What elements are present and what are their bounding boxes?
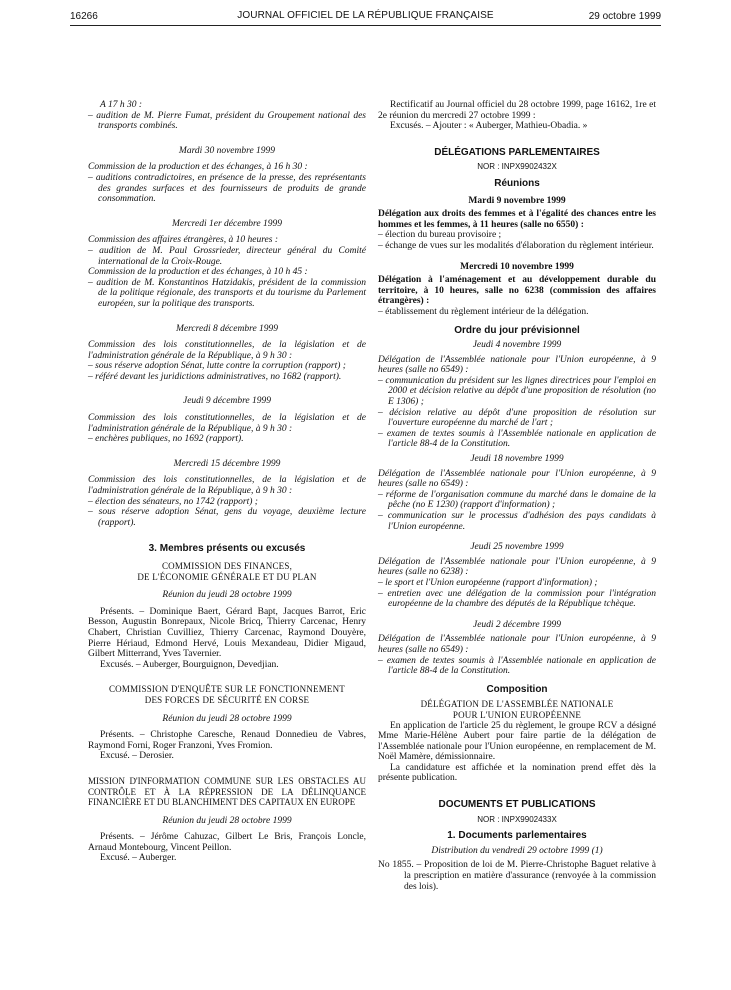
date-heading: Mercredi 1er décembre 1999 bbox=[171, 218, 282, 229]
commission-line: Commission des lois constitutionnelles, de la législation et de l'administration générale de la République, à 9 h 30 : bbox=[88, 340, 366, 361]
header-rule bbox=[70, 25, 661, 26]
date-heading: Mardi 30 novembre 1999 bbox=[178, 145, 276, 156]
date-heading: Jeudi 2 décembre 1999 bbox=[472, 619, 562, 630]
present-list: Présents. – Jérôme Cahuzac, Gilbert Le Bris, François Loncle, Arnaud Montebourg, Vincent Peillon. bbox=[88, 832, 366, 853]
date-heading: Jeudi 25 novembre 1999 bbox=[470, 542, 564, 553]
delegation-line: Délégation de l'Assemblée nationale pour l'Union européenne, à 9 heures (salle no 6549) : bbox=[378, 354, 656, 376]
agenda-item: – sous réserve adoption Sénat, lutte contre la corruption (rapport) ; bbox=[88, 361, 346, 372]
agenda-item: – établissement du règlement intérieur de la délégation. bbox=[378, 306, 589, 317]
agenda-item: – sous réserve adoption Sénat, gens du voyage, deuxième lecture (rapport). bbox=[88, 507, 366, 528]
commission-line: Commission des lois constitutionnelles, de la législation et de l'administration générale de la République, à 9 h 30 : bbox=[88, 413, 366, 434]
agenda-item: – élection des sénateurs, no 1742 (rapport) ; bbox=[88, 496, 258, 507]
agenda-item: – examen de textes soumis à l'Assemblée nationale en application de l'article 88-4 de la Constitution. bbox=[378, 655, 656, 677]
date-heading: Jeudi 18 novembre 1999 bbox=[470, 454, 564, 465]
section-title: DOCUMENTS ET PUBLICATIONS bbox=[438, 799, 596, 811]
agenda-item: – référé devant les juridictions administratives, no 1682 (rapport). bbox=[88, 371, 342, 382]
agenda-item: – communication du président sur les lignes directrices pour l'emploi en 2000 et décision relative au dépôt d'une proposition de résolution (no E 1306) ; bbox=[378, 375, 656, 408]
composition-paragraph: La candidature est affichée et la nomination prend effet dès la présente publication. bbox=[378, 762, 656, 784]
agenda-item: – enchères publiques, no 1692 (rapport). bbox=[88, 434, 244, 445]
right-column bbox=[378, 100, 656, 892]
delegation-line: Délégation de l'Assemblée nationale pour l'Union européenne, à 9 heures (salle no 6549) : bbox=[378, 468, 656, 490]
subsection-title: Ordre du jour prévisionnel bbox=[454, 324, 580, 336]
agenda-item: – examen de textes soumis à l'Assemblée nationale en application de l'article 88-4 de la Constitution. bbox=[378, 428, 656, 450]
agenda-item: – élection du bureau provisoire ; bbox=[378, 230, 502, 241]
present-list: Présents. – Dominique Baert, Gérard Bapt, Jacques Barrot, Eric Besson, Augustin Bonrepaux, Nicole Bricq, Thierry Carcenac, Henry Chabert, Christian Cuvilliez, Thierry Carcenac, Raymond Douyère, Pierre Hériaud, Edmond Hervé, Louis Mexandeau, Didier Migaud, Gilbert Mitterrand, Yves Tavernier. bbox=[88, 606, 366, 660]
agenda-item: – audition de M. Pierre Fumat, président du Groupement national des transports combinés. bbox=[88, 110, 366, 132]
commission-line: Commission de la production et des échanges, à 16 h 30 : bbox=[88, 162, 308, 173]
agenda-item: – auditions contradictoires, en présence de la presse, des représentants des grandes surfaces et des fournisseurs de produits de grande consommation. bbox=[88, 172, 366, 205]
journal-title: JOURNAL OFFICIEL DE LA RÉPUBLIQUE FRANÇAISE bbox=[237, 10, 494, 21]
page-number: 16266 bbox=[70, 11, 98, 22]
commission-line: Commission des lois constitutionnelles, de la législation et de l'administration générale de la République, à 9 h 30 : bbox=[88, 475, 366, 497]
commission-name: DES FORCES DE SÉCURITÉ EN CORSE bbox=[144, 694, 310, 705]
agenda-item: – réforme de l'organisation commune du marché dans le domaine de la pêche (no E 1230) (rapport d'information) ; bbox=[378, 489, 656, 511]
meeting-heading: Réunion du jeudi 28 octobre 1999 bbox=[162, 590, 292, 601]
excused-list: Excusés. – Auberger, Bourguignon, Devedjian. bbox=[100, 659, 279, 670]
page-header bbox=[0, 0, 731, 30]
date-heading: Jeudi 4 novembre 1999 bbox=[472, 340, 562, 351]
subsection-title: Composition bbox=[486, 683, 548, 695]
excused-list: Excusé. – Auberger. bbox=[100, 853, 177, 864]
section-title: 3. Membres présents ou excusés bbox=[148, 543, 306, 555]
present-list: Présents. – Christophe Caresche, Renaud Donnedieu de Vabres, Raymond Forni, Roger Franzoni, Yves Fromion. bbox=[88, 730, 366, 751]
delegation-line: Délégation à l'aménagement et au développement durable du territoire, à 10 heures, salle no 6238 (commission des affaires étrangères) : bbox=[378, 275, 656, 307]
document-item: No 1855. – Proposition de loi de M. Pierre-Christophe Baguet relative à la prescription en matière d'assurance (renvoyée à la commission des lois). bbox=[378, 860, 656, 892]
meeting-heading: Réunion du jeudi 28 octobre 1999 bbox=[162, 713, 292, 724]
agenda-item: – audition de M. Konstantinos Hatzidakis, président de la commission de la politique régionale, des transports et du tourisme du Parlement européen, sur la politique des transports. bbox=[88, 277, 366, 309]
subsection-title: Réunions bbox=[494, 177, 540, 189]
rectificatif-excused: Excusés. – Ajouter : « Auberger, Mathieu-Obadia. » bbox=[390, 121, 588, 132]
delegation-name: POUR L'UNION EUROPÉENNE bbox=[452, 709, 582, 720]
commission-name: DE L'ÉCONOMIE GÉNÉRALE ET DU PLAN bbox=[137, 571, 317, 582]
agenda-item: – décision relative au dépôt d'une proposition de résolution sur l'ouverture européenne du marché de l'art ; bbox=[378, 407, 656, 429]
mission-name: MISSION D'INFORMATION COMMUNE SUR LES OBSTACLES AU CONTRÔLE ET À LA RÉPRESSION DE LA DÉLINQUANCE FINANCIÈRE ET DU BLANCHIMENT DES CAPITAUX EN EUROPE bbox=[88, 775, 366, 808]
subsection-title: 1. Documents parlementaires bbox=[447, 830, 587, 842]
agenda-item: – audition de M. Paul Grossrieder, directeur général du Comité international de la Croix-Rouge. bbox=[88, 245, 366, 267]
agenda-item: – entretien avec une délégation de la commission pour l'intégration européenne de la chambre des députés de la République tchèque. bbox=[378, 588, 656, 610]
nor-reference: NOR : INPX9902433X bbox=[477, 814, 557, 824]
meeting-heading: Réunion du jeudi 28 octobre 1999 bbox=[162, 815, 292, 826]
time-heading: A 17 h 30 : bbox=[100, 100, 143, 110]
delegation-line: Délégation aux droits des femmes et à l'égalité des chances entre les hommes et les femmes, à 11 heures (salle no 6550) : bbox=[378, 209, 656, 230]
date-heading: Mardi 9 novembre 1999 bbox=[468, 195, 566, 206]
agenda-item: – échange de vues sur les modalités d'élaboration du règlement intérieur. bbox=[378, 240, 654, 251]
date-heading: Mercredi 10 novembre 1999 bbox=[460, 261, 574, 272]
left-column bbox=[88, 100, 366, 864]
composition-paragraph: En application de l'article 25 du règlement, le groupe RCV a désigné Mme Marie-Hélène Aubert pour faire partie de la délégation de l'Assemblée nationale pour l'Union européenne, en remplacement de M. Noël Mamère, démissionnaire. bbox=[378, 720, 656, 763]
issue-date: 29 octobre 1999 bbox=[588, 11, 661, 22]
nor-reference: NOR : INPX9902432X bbox=[477, 162, 557, 172]
distribution-heading: Distribution du vendredi 29 octobre 1999 (1) bbox=[431, 845, 603, 856]
section-title: DÉLÉGATIONS PARLEMENTAIRES bbox=[434, 146, 600, 158]
delegation-name: DÉLÉGATION DE L'ASSEMBLÉE NATIONALE bbox=[420, 699, 614, 710]
date-heading: Mercredi 15 décembre 1999 bbox=[173, 458, 281, 469]
commission-name: COMMISSION DES FINANCES, bbox=[161, 561, 293, 571]
date-heading: Jeudi 9 décembre 1999 bbox=[182, 396, 272, 407]
rectificatif-text: Rectificatif au Journal officiel du 28 octobre 1999, page 16162, 1re et 2e réunion du mercredi 27 octobre 1999 : bbox=[378, 100, 656, 121]
date-heading: Mercredi 8 décembre 1999 bbox=[175, 323, 279, 334]
excused-list: Excusé. – Derosier. bbox=[100, 751, 174, 762]
commission-name: COMMISSION D'ENQUÊTE SUR LE FONCTIONNEMENT bbox=[108, 684, 346, 695]
delegation-line: Délégation de l'Assemblée nationale pour l'Union européenne, à 9 heures (salle no 6549) : bbox=[378, 634, 656, 655]
commission-line: Commission des affaires étrangères, à 10 heures : bbox=[88, 235, 278, 246]
agenda-item: – communication sur le processus d'adhésion des pays candidats à l'Union européenne. bbox=[378, 511, 656, 532]
commission-line: Commission de la production et des échanges, à 10 h 45 : bbox=[88, 267, 308, 278]
agenda-item: – le sport et l'Union européenne (rapport d'information) ; bbox=[378, 577, 598, 588]
delegation-line: Délégation de l'Assemblée nationale pour l'Union européenne, à 9 heures (salle no 6238) : bbox=[378, 556, 656, 578]
